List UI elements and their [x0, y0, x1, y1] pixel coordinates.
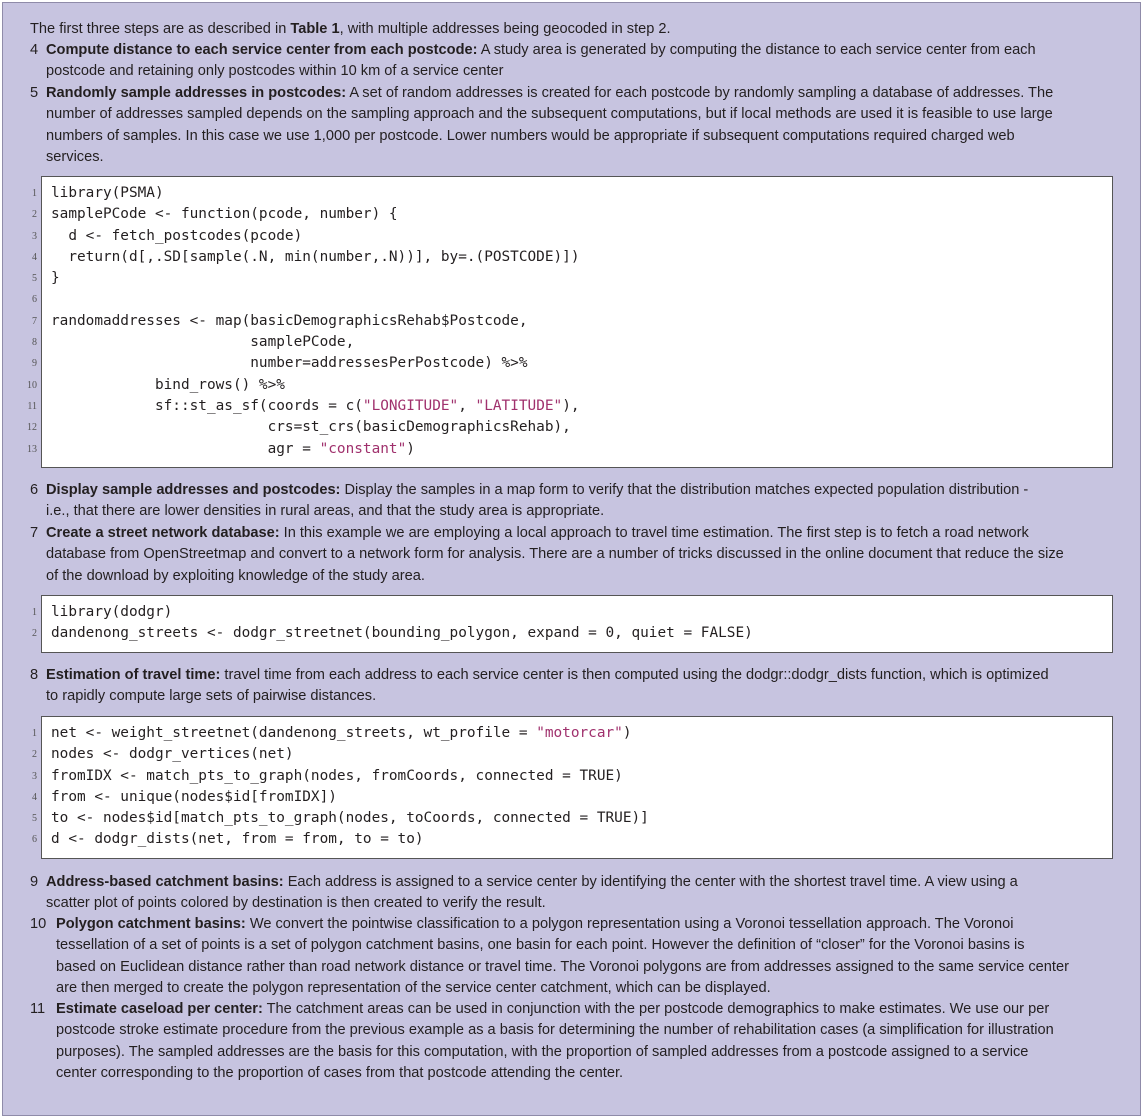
step-text: numbers of samples. In this case we use 1,000 per postcode. Lower numbers would be appropriate if subsequent computations required charged web [46, 127, 1015, 144]
step-number: 10 [30, 916, 47, 932]
step-text: A set of random addresses is created for each postcode by randomly sampling a database of addresses. The [346, 85, 1054, 101]
step-text: number of addresses sampled depends on the sampling approach and the subsequent computations, but if local methods are used it is feasible to use large [46, 106, 1053, 123]
code-line: 10 bind_rows() %>% [27, 376, 285, 393]
code-line: 2 dandenong_streets <- dodgr_streetnet(bounding_polygon, expand = 0, quiet = FALSE) [32, 625, 753, 642]
step-number: 4 [30, 42, 39, 58]
step-text: In this example we are employing a local approach to travel time estimation. The first step is to fetch a road network [279, 525, 1029, 541]
string-literal: "LONGITUDE" [362, 397, 459, 414]
step-number: 9 [30, 874, 39, 890]
step-6 [30, 480, 1120, 523]
step-11 [30, 999, 1120, 1084]
step-text: The catchment areas can be used in conjunction with the per postcode demographics to make estimates. We use our per [262, 1001, 1050, 1017]
step-number: 7 [30, 525, 39, 541]
code-line: 2 samplePCode <- function(pcode, number) { [32, 206, 398, 223]
step-9 [30, 872, 1120, 915]
step-text: services. [46, 148, 104, 165]
step-8 [30, 665, 1120, 708]
step-number: 5 [30, 85, 39, 101]
step-text: based on Euclidean distance rather than road network distance or travel time. The Voronoi polygons are from addresses assigned to the same service center [56, 958, 1069, 975]
step-text: of the download by exploiting knowledge of the study area. [46, 567, 425, 584]
step-text: A study area is generated by computing the distance to each service center from each [477, 42, 1036, 58]
code-line: 7 randomaddresses <- map(basicDemographicsRehab$Postcode, [32, 312, 528, 329]
step-title: Estimation of travel time: [46, 667, 221, 683]
step-text: center corresponding to the proportion of cases from that postcode attending the center. [56, 1064, 624, 1081]
step-10 [30, 914, 1120, 999]
code-line: 1 library(dodgr) [32, 604, 173, 620]
step-number: 11 [30, 1001, 46, 1017]
string-literal: "constant" [319, 440, 407, 457]
code-line: 5 to <- nodes$id[match_pts_to_graph(nodes, toCoords, connected = TRUE)] [32, 810, 649, 827]
intro-after: , with multiple addresses being geocoded in step 2. [339, 21, 671, 37]
step-text: purposes). The sampled addresses are the basis for this computation, with the proportion of sampled addresses from a postcode assigned to a service [56, 1043, 1029, 1060]
code-line: 9 number=addressesPerPostcode) %>% [32, 355, 528, 372]
step-text: tessellation of a set of points is a set of polygon catchment basins, one basin for each point. However the definition of “closer” for the Voronoi basins is [56, 937, 1025, 954]
string-literal: "LATITUDE" [475, 397, 563, 414]
step-number: 6 [30, 482, 39, 498]
step-text: postcode and retaining only postcodes within 10 km of a service center [46, 63, 504, 80]
code-line: 1 library(PSMA) [32, 185, 164, 201]
code-line: 3 d <- fetch_postcodes(pcode) [32, 227, 303, 244]
intro-text [30, 19, 1120, 40]
step-text: i.e., that there are lower densities in rural areas, and that the study area is appropriate. [46, 503, 605, 520]
step-4 [30, 40, 1120, 83]
table-reference: Table 1 [290, 21, 340, 37]
code-line: 13 agr = "constant") [27, 440, 415, 457]
step-text: Each address is assigned to a service center by identifying the center with the shortest travel time. A view using a [283, 874, 1018, 890]
code-line: 6 d <- dodgr_dists(net, from = from, to = to) [32, 831, 424, 848]
code-line: 1 net <- weight_streetnet(dandenong_streets, wt_profile = "motorcar") [32, 725, 632, 741]
string-literal: "motorcar" [536, 725, 623, 741]
code-line: 8 samplePCode, [32, 334, 355, 351]
step-7 [30, 523, 1120, 587]
code-line: 4 return(d[,.SD[sample(.N, min(number,.N))], by=.(POSTCODE)]) [32, 248, 580, 265]
step-title: Create a street network database: [46, 525, 280, 541]
step-number: 8 [30, 667, 39, 683]
code-line: 4 from <- unique(nodes$id[fromIDX]) [32, 788, 337, 805]
step-text: to rapidly compute large sets of pairwise distances. [46, 688, 377, 705]
step-title: Randomly sample addresses in postcodes: [46, 85, 347, 101]
step-title: Address-based catchment basins: [46, 874, 284, 890]
code-block-travel-time [32, 716, 1113, 859]
step-text: Display the samples in a map form to verify that the distribution matches expected population distribution - [340, 482, 1029, 498]
code-line: 2 nodes <- dodgr_vertices(net) [32, 746, 294, 763]
code-line: 5 } [32, 270, 60, 287]
step-text: are then merged to create the polygon representation of the service center catchment, which can be displayed. [56, 979, 771, 996]
code-line: 11 sf::st_as_sf(coords = c("LONGITUDE", "LATITUDE"), [27, 397, 580, 414]
step-5 [30, 83, 1120, 168]
code-block-psma [27, 176, 1113, 468]
code-line: 6 [32, 294, 37, 306]
step-title: Display sample addresses and postcodes: [46, 482, 341, 498]
step-text: scatter plot of points colored by destination is then created to verify the result. [46, 895, 546, 912]
code-line: 3 fromIDX <- match_pts_to_graph(nodes, fromCoords, connected = TRUE) [32, 767, 623, 784]
step-title: Estimate caseload per center: [56, 1001, 263, 1017]
step-text: We convert the pointwise classification to a polygon representation using a Voronoi tessellation approach. The Voronoi [245, 916, 1014, 932]
code-line: 12 crs=st_crs(basicDemographicsRehab), [27, 419, 571, 436]
step-title: Polygon catchment basins: [56, 916, 246, 932]
process-box [2, 2, 1141, 1116]
step-title: Compute distance to each service center from each postcode: [46, 42, 478, 58]
intro-before: The first three steps are as described in [30, 21, 291, 37]
step-text: database from OpenStreetmap and convert to a network form for analysis. There are a number of tricks discussed in the online document that reduce the size [46, 546, 1064, 563]
code-block-dodgr [32, 595, 1113, 653]
step-text: travel time from each address to each service center is then computed using the dodgr::dodgr_dists function, which is optimized [220, 667, 1049, 683]
step-text: postcode stroke estimate procedure from the previous example as a basis for determining the number of rehabilitation cases (a simplification for illustration [56, 1022, 1054, 1039]
